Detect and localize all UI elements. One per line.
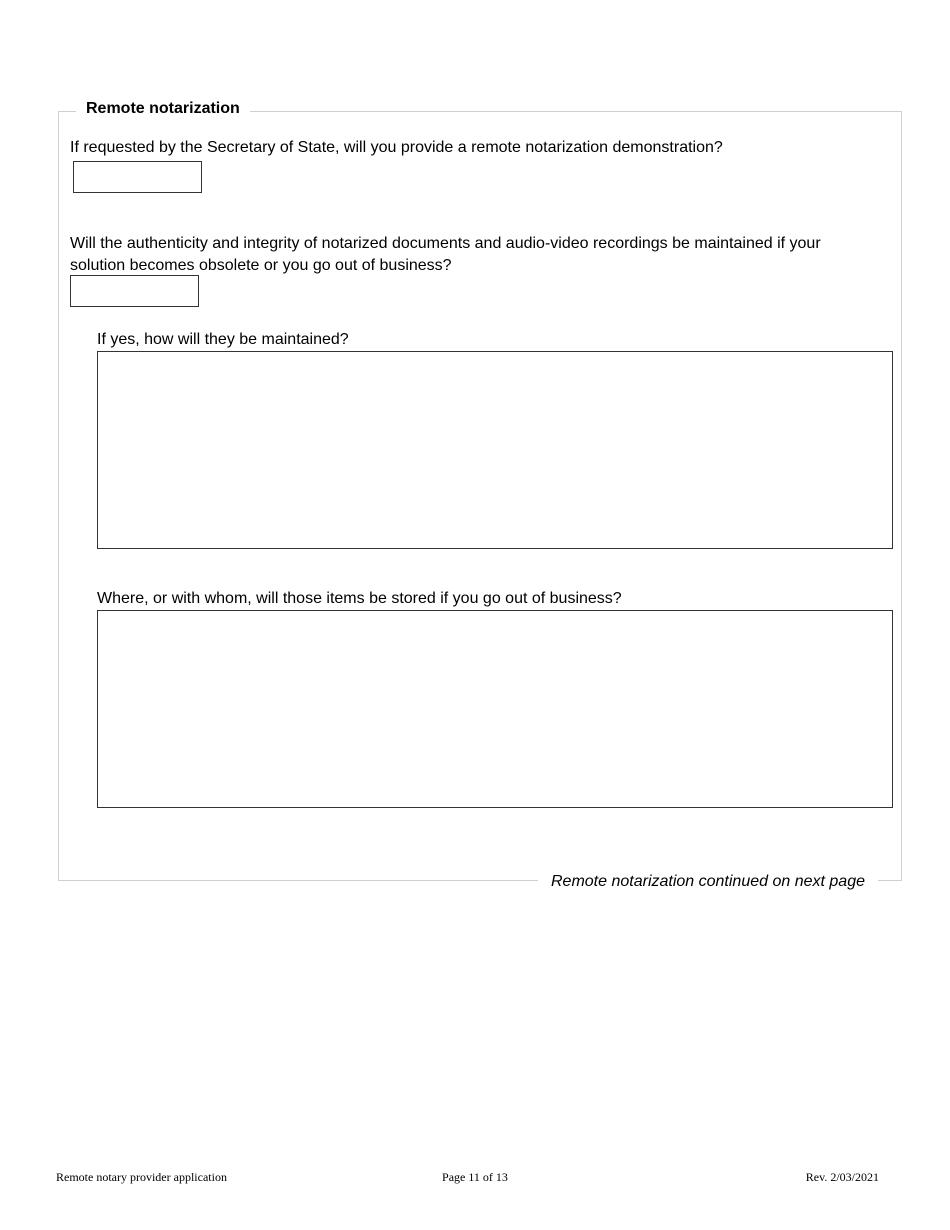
question-maintained-label: If yes, how will they be maintained? [97, 331, 349, 348]
continued-note: Remote notarization continued on next page [538, 872, 878, 892]
footer-revision: Rev. 2/03/2021 [805, 1170, 879, 1184]
maintained-textarea[interactable] [97, 351, 893, 549]
question-demonstration-label: If requested by the Secretary of State, will you provide a remote notarization demonstration? [70, 139, 723, 156]
footer-form-name: Remote notary provider application [56, 1170, 227, 1184]
authenticity-answer-field[interactable] [70, 275, 199, 307]
question-authenticity-label: Will the authenticity and integrity of notarized documents and audio-video recordings be maintained if your solution becomes obsolete or you go out of business? [70, 235, 821, 274]
demonstration-answer-field[interactable] [73, 161, 202, 193]
section-title: Remote notarization [76, 99, 250, 119]
question-storage-label: Where, or with whom, will those items be stored if you go out of business? [97, 590, 622, 607]
storage-textarea[interactable] [97, 610, 893, 808]
footer-page-number: Page 11 of 13 [442, 1170, 508, 1184]
